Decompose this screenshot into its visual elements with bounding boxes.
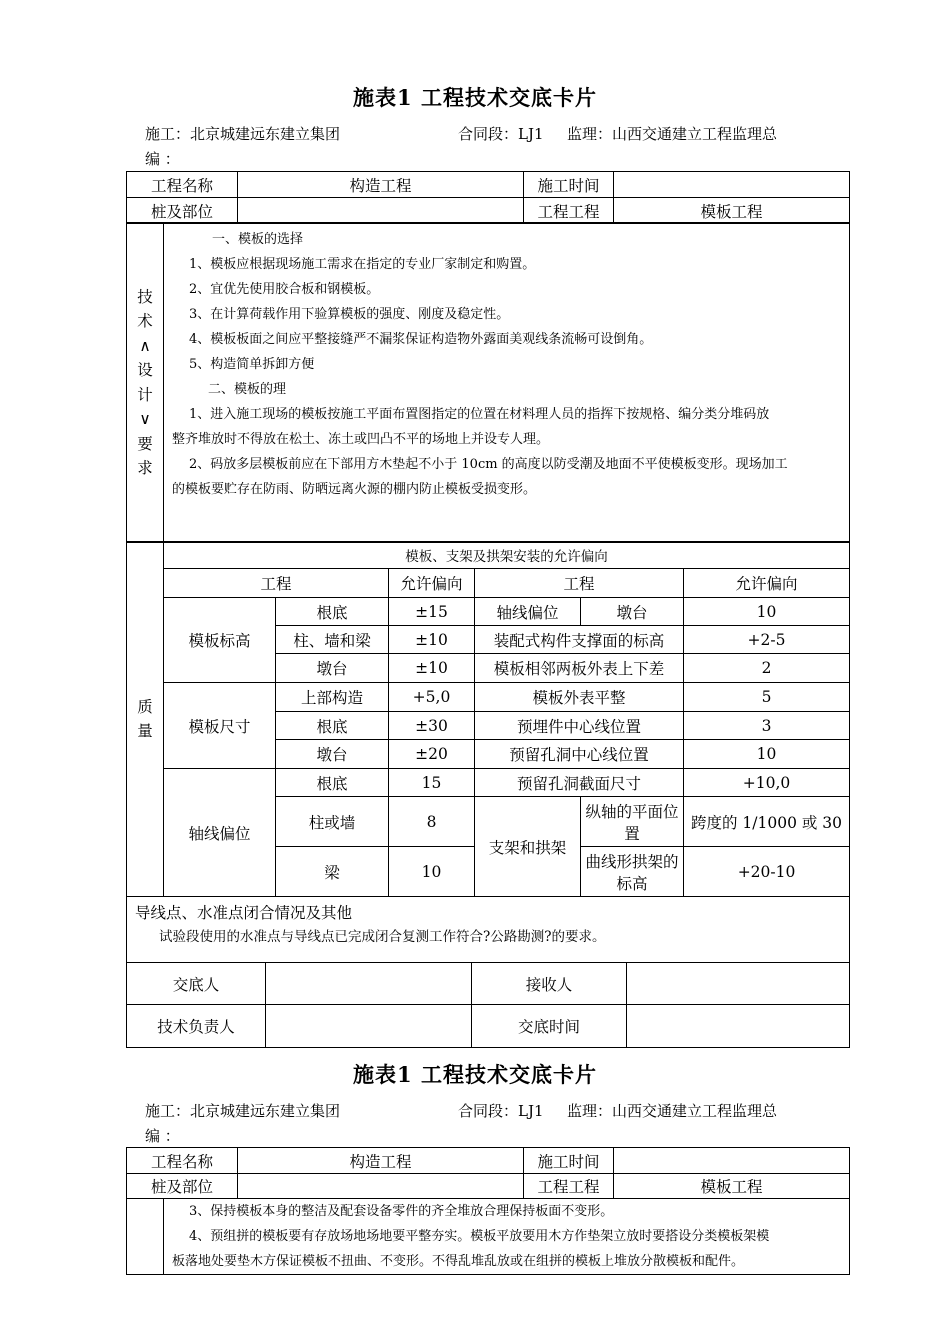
allowance: ±10 (389, 654, 475, 683)
req-line: 1、进入施工现场的模板按施工平面布置图指定的位置在材料理人员的指挥下按规格、编分类分堆码放 (189, 407, 770, 422)
item-pier: 墩台 (581, 598, 684, 626)
item-surface-flatness: 模板外表平整 (475, 683, 684, 712)
item-hole-size: 预留孔洞截面尺寸 (475, 769, 684, 797)
construction-time-value (614, 172, 850, 198)
item: 柱、墙和梁 (276, 626, 389, 654)
group-formwork-size: 模板尺寸 (164, 683, 276, 769)
allowance: +10,0 (684, 769, 850, 797)
col-allow-header: 允许偏向 (389, 569, 475, 598)
supervisor-text: 监理：山西交通建立工程监理总 (567, 125, 778, 143)
allowance: 10 (684, 740, 850, 769)
allowance: ±15 (389, 598, 475, 626)
tech-label-char: 求 (137, 459, 153, 477)
work-label: 工程工程 (524, 198, 614, 224)
quality-label (127, 542, 164, 897)
req-line: 3、在计算荷载作用下验算模板的强度、刚度及稳定性。 (189, 307, 510, 322)
construction-time-label: 施工时间 (524, 1148, 614, 1174)
project-name-label: 工程名称 (127, 172, 238, 198)
req-line: 2、宜优先使用胶合板和钢模板。 (189, 282, 380, 297)
handover-label: 交底人 (127, 963, 266, 1005)
item: 根底 (276, 769, 389, 797)
station-label: 桩及部位 (127, 198, 238, 224)
req-line: 3、保持模板本身的整洁及配套设备零件的齐全堆放合理保持板面不变形。 (189, 1204, 614, 1219)
receiver-label: 接收人 (472, 963, 627, 1005)
sign-table (126, 962, 850, 1048)
col-project-header-2: 工程 (475, 569, 684, 598)
other-label: 导线点、水准点闭合情况及其他 (135, 904, 353, 922)
col-project-header: 工程 (164, 569, 389, 598)
group-axis-offset: 轴线偏位 (164, 769, 276, 897)
work-label: 工程工程 (524, 1174, 614, 1199)
tech-label-char: 设 (137, 361, 153, 379)
quality-table-title: 模板、支架及拱架安装的允许偏向 (164, 542, 850, 569)
item-hole-center: 预留孔洞中心线位置 (475, 740, 684, 769)
construction-time-value (614, 1148, 850, 1174)
item-embedded-center: 预埋件中心线位置 (475, 712, 684, 740)
contractor-text: 施工：北京城建远东建立集团 (145, 125, 341, 143)
allowance: 2 (684, 654, 850, 683)
tech-label-char: 技 (137, 287, 153, 306)
work-value: 模板工程 (614, 1174, 850, 1199)
item: 墩台 (276, 740, 389, 769)
req-line: 二、模板的理 (208, 382, 287, 397)
allowance: 5 (684, 683, 850, 712)
other-text: 试验段使用的水准点与导线点已完成闭合复测工作符合?公路勘测?的要求。 (159, 929, 606, 945)
tech-label-char: 计 (137, 385, 153, 404)
info-table-2 (126, 1147, 850, 1199)
other-cell (127, 897, 850, 963)
item: 根底 (276, 712, 389, 740)
allowance: 10 (389, 847, 475, 897)
section-text: 合同段：LJ1 (458, 125, 544, 143)
tech-label-char: 要 (137, 434, 153, 453)
info-table (126, 171, 850, 224)
station-value (238, 1174, 524, 1199)
tech-requirements (164, 223, 850, 543)
contractor-text-2: 施工：北京城建远东建立集团 (145, 1102, 341, 1120)
supervisor-text-2: 监理：山西交通建立工程监理总 (567, 1102, 778, 1120)
code-text: 编 ： (145, 150, 180, 168)
allowance: ±10 (389, 626, 475, 654)
allowance: 15 (389, 769, 475, 797)
req-line: 4、预组拼的模板要有存放场地场地要平整夯实。模板平放要用木方作垫架立放时要搭设分类模板架模 (189, 1229, 770, 1244)
allowance: 10 (684, 598, 850, 626)
col-allow-header-2: 允许偏向 (684, 569, 850, 598)
handover-time-value (627, 1005, 850, 1048)
quality-label-char: 量 (137, 722, 153, 740)
allowance: +20-10 (684, 847, 850, 897)
allowance: 8 (389, 797, 475, 847)
handover-time-label: 交底时间 (472, 1005, 627, 1048)
item-support-arch: 支架和拱架 (475, 797, 581, 897)
item-curve-elevation: 曲线形拱架的标高 (581, 847, 684, 897)
item-axis-offset: 轴线偏位 (475, 598, 581, 626)
tech-label-char: ∧ (139, 336, 151, 355)
allowance: ±20 (389, 740, 475, 769)
station-value (238, 198, 524, 224)
tech-requirements-2 (164, 1199, 850, 1275)
station-label: 桩及部位 (127, 1174, 238, 1199)
req-line: 4、模板板面之间应平整接缝严不漏浆保证构造物外露面美观线条流畅可设倒角。 (189, 332, 653, 347)
card-title-2: 施表1 工程技术交底卡片 (353, 1062, 597, 1087)
item: 墩台 (276, 654, 389, 683)
tech-lead-value (266, 1005, 472, 1048)
handover-value (266, 963, 472, 1005)
receiver-value (627, 963, 850, 1005)
project-name-value: 构造工程 (238, 1148, 524, 1174)
item: 梁 (276, 847, 389, 897)
tech-lead-label: 技术负责人 (127, 1005, 266, 1048)
item-prefab-support: 装配式构件支撑面的标高 (475, 626, 684, 654)
req-line: 一、模板的选择 (212, 232, 304, 247)
quality-label-char: 质 (137, 697, 153, 716)
project-name-label: 工程名称 (127, 1148, 238, 1174)
item-longitudinal-position: 纵轴的平面位置 (581, 797, 684, 847)
item-adjacent-diff: 模板相邻两板外表上下差 (475, 654, 684, 683)
section-text-2: 合同段：LJ1 (458, 1102, 544, 1120)
req-line: 的模板要贮存在防雨、防晒远离火源的棚内防止模板受损变形。 (172, 482, 537, 497)
tech-section-2 (126, 1198, 850, 1275)
project-name-value: 构造工程 (238, 172, 524, 198)
construction-time-label: 施工时间 (524, 172, 614, 198)
tech-label (127, 223, 164, 543)
allowance: +5,0 (389, 683, 475, 712)
group-formwork-elevation: 模板标高 (164, 598, 276, 683)
req-line: 板落地处要垫木方保证模板不扭曲、不变形。不得乱堆乱放或在组拼的模板上堆放分散模板和配件。 (172, 1254, 745, 1269)
quality-table (126, 541, 850, 897)
req-line: 5、构造简单拆卸方便 (189, 357, 315, 372)
item: 根底 (276, 598, 389, 626)
allowance: ±30 (389, 712, 475, 740)
card-title: 施表1 工程技术交底卡片 (353, 85, 597, 110)
tech-section (126, 222, 850, 543)
other-section (126, 896, 850, 963)
req-line: 2、码放多层模板前应在下部用方木垫起不小于 10cm 的高度以防受潮及地面不平使模板变形。现场加工 (189, 457, 788, 472)
allowance: 3 (684, 712, 850, 740)
work-value: 模板工程 (614, 198, 850, 224)
item: 柱或墙 (276, 797, 389, 847)
req-line: 1、模板应根据现场施工需求在指定的专业厂家制定和购置。 (189, 257, 536, 272)
code-text-2: 编 ： (145, 1127, 180, 1145)
allowance: 跨度的 1/1000 或 30 (684, 797, 850, 847)
item: 上部构造 (276, 683, 389, 712)
tech-label-2 (127, 1199, 164, 1275)
req-line: 整齐堆放时不得放在松土、冻土或凹凸不平的场地上并设专人理。 (172, 432, 550, 447)
tech-label-char: ∨ (139, 410, 151, 428)
tech-label-char: 术 (137, 312, 153, 330)
allowance: +2-5 (684, 626, 850, 654)
